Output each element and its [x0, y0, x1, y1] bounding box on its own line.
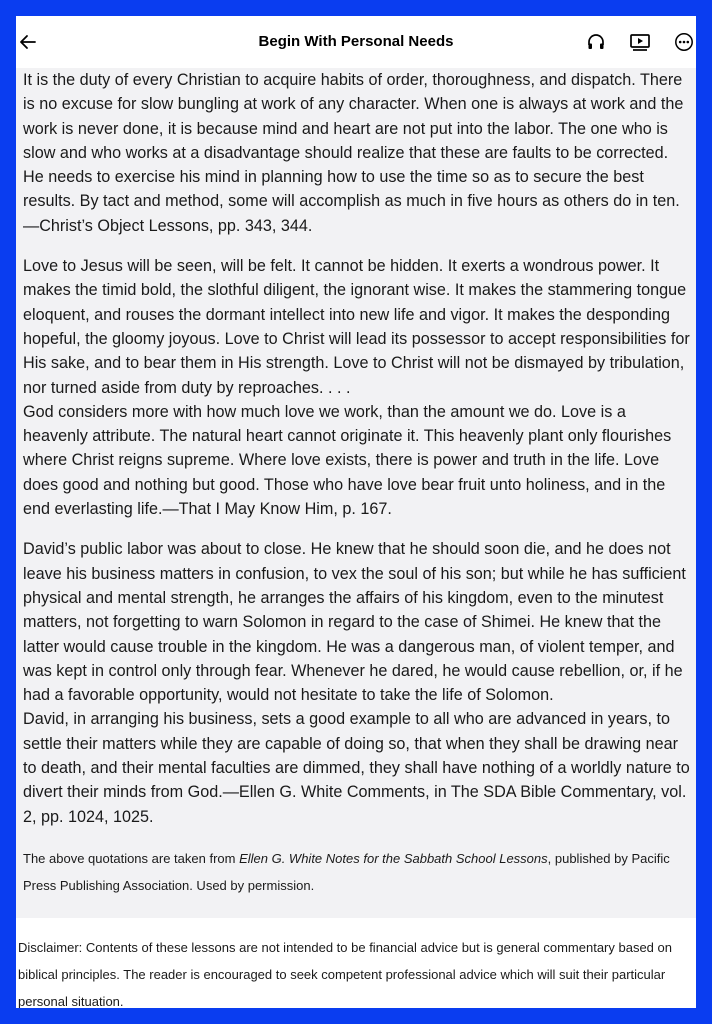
- app-window: [16, 16, 696, 1008]
- paragraph: It is the duty of every Christian to acquire habits of order, thoroughness, and dispatch. There is no excuse for slow bungling at work of any character. When one is always at work and the work is never done, it is because mind and heart are not put into the labor. The one who is slow and who works at a disadvantage should realize that these are faults to be corrected. He needs to exercise his mind in planning how to use the time so as to secure the best results. By tact and method, some will accomplish as much in five hours as others do in ten. —Christ’s Object Lessons, pp. 343, 344.: [23, 71, 684, 235]
- attribution-pre: The above quotations are taken from: [23, 850, 240, 866]
- attribution: [23, 845, 690, 899]
- quote-block-2: [23, 254, 690, 521]
- play-video-icon: [629, 32, 651, 52]
- top-bar: [16, 16, 696, 68]
- quote-block-1: [23, 68, 690, 238]
- paragraph: Love to Jesus will be seen, will be felt. It cannot be hidden. It exerts a wondrous power. It makes the timid bold, the slothful diligent, the ignorant wise. It makes the stammering tongue eloquent, and rouses the dormant intellect into new life and vigor. It makes the desponding hopeful, the gloomy joyous. Love to Christ will lead its possessor to accept responsibilities for His sake, and to bear them in His strength. Love to Christ will not be dismayed by tribulation, nor turned aside from duty by reproaches. . . .: [23, 257, 690, 397]
- lesson-content[interactable]: [16, 68, 696, 918]
- quote-block-3: [23, 537, 690, 829]
- more-button[interactable]: [672, 30, 696, 54]
- page-title: Begin With Personal Needs: [258, 33, 454, 50]
- paragraph: God considers more with how much love we work, than the amount we do. Love is a heavenly attribute. The natural heart cannot originate it. This heavenly plant only flourishes where Christ reigns supreme. Where love exists, there is power and truth in the life. Love does good and nothing but good. Those who have love bear fruit unto holiness, and in the end everlasting life.—That I May Know Him, p. 167.: [23, 402, 672, 519]
- audio-button[interactable]: [584, 30, 608, 54]
- disclaimer: Disclaimer: Contents of these lessons are not intended to be financial advice but is general commentary based on biblical principles. The reader is encouraged to seek competent professional advice which will suit their particular personal situation.: [18, 940, 672, 1008]
- more-horizontal-icon: [674, 32, 694, 52]
- video-button[interactable]: [628, 30, 652, 54]
- paragraph: David’s public labor was about to close. He knew that he should soon die, and he does not leave his business matters in confusion, to vex the soul of his son; but while he has sufficient physical and mental strength, he arranges the affairs of his kingdom, even to the minutest matters, not forgetting to warn Solomon in regard to the case of Shimei. He knew that the latter would cause trouble in the kingdom. He was a dangerous man, of violent temper, and was kept in control only through fear. Whenever he dared, he would cause rebellion, or, if he had a favorable opportunity, would not hesitate to take the life of Solomon.: [23, 540, 686, 705]
- attribution-book-title: Ellen G. White Notes for the Sabbath School Lessons: [239, 850, 548, 866]
- paragraph: David, in arranging his business, sets a good example to all who are advanced in years, to settle their matters while they are capable of doing so, that when they shall be drawing near to death, and their mental faculties are dimmed, they shall have nothing of a worldly nature to divert their minds from God.—Ellen G. White Comments, in The SDA Bible Commentary, vol. 2, pp. 1024, 1025.: [23, 710, 690, 826]
- attribution-post: , published by Pacific Press Publishing Association. Used by permission.: [23, 850, 670, 893]
- headphones-icon: [586, 32, 606, 52]
